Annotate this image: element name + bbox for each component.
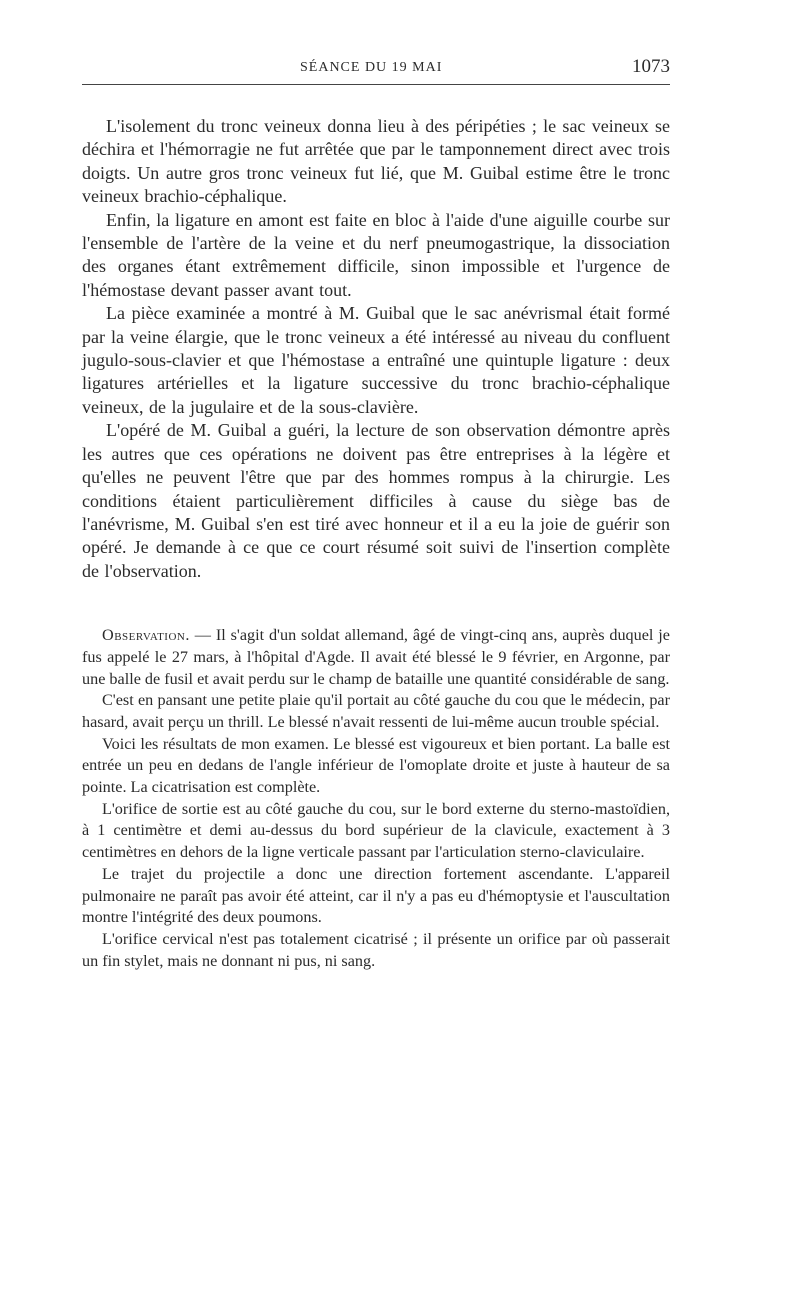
observation-paragraph: C'est en pansant une petite plaie qu'il portait au côté gauche du cou que le médecin, par hasard, avait perçu un thrill. Le blessé n'avait ressenti de lui-même aucun trouble spécial. xyxy=(82,691,670,731)
observation-paragraph: L'orifice de sortie est au côté gauche du cou, sur le bord externe du sterno-mastoïdien, à 1 centimètre et demi au-dessus du bord supérieur de la clavicule, exactement à 3 centimètres en dehors de la ligne verticale passant par l'articulation sterno-claviculaire. xyxy=(82,799,670,862)
observation-paragraph xyxy=(82,625,670,690)
paragraph: La pièce examinée a montré à M. Guibal que le sac anévrismal était formé par la veine élargie, que le tronc veineux a été intéressé au niveau du confluent jugulo-sous-clavier et que l'hémostase a entraîné une quintuple ligature : deux ligatures artérielles et la ligature successive du tronc brachio-céphalique veineux, de la jugulaire et de la sous-clavière. xyxy=(82,303,670,417)
observation-paragraph: Voici les résultats de mon examen. Le blessé est vigoureux et bien portant. La balle est entrée un peu en dedans de l'angle inférieur de l'omoplate droite et juste à hauteur de sa pointe. La cicatrisation est complète. xyxy=(82,734,670,797)
main-text xyxy=(82,115,670,583)
paragraph: Enfin, la ligature en amont est faite en bloc à l'aide d'une aiguille courbe sur l'ensemble de l'artère de la veine et du nerf pneumogastrique, la dissociation des organes étant extrêmement difficile, sinon impossible et l'urgence de l'hémostase devant passer avant tout. xyxy=(82,209,670,300)
paragraph: L'isolement du tronc veineux donna lieu à des péripéties ; le sac veineux se déchira et l'hémorragie ne fut arrêtée que par le tamponnement direct avec trois doigts. Un autre gros tronc veineux fut lié, que M. Guibal estime être le tronc veineux brachio-céphalique. xyxy=(82,116,670,207)
page-number: 1073 xyxy=(632,56,670,77)
observation-paragraph: Le trajet du projectile a donc une direction fortement ascendante. L'appareil pulmonaire ne paraît pas avoir été atteint, car il n'y a pas eu d'hémoptysie et l'auscultation montre l'intégrité des deux poumons. xyxy=(82,864,670,927)
observation-paragraph: L'orifice cervical n'est pas totalement cicatrisé ; il présente un orifice par où passerait un fin stylet, mais ne donnant ni pus, ni sang. xyxy=(82,929,670,970)
paragraph: L'opéré de M. Guibal a guéri, la lecture de son observation démontre après les autres que ces opérations ne doivent pas être entreprises à la légère et qu'elles ne peuvent l'être que par des hommes rompus à la chirurgie. Les conditions étaient particulièrement difficiles à cause du siège bas de l'anévrisme, M. Guibal s'en est tiré avec honneur et il a eu la joie de guérir son opéré. Je demande à ce que ce court résumé soit suivi de l'insertion complète de l'observation. xyxy=(82,420,670,581)
running-title: SÉANCE DU 19 MAI xyxy=(300,60,443,75)
observation-text: — Il s'agit d'un soldat allemand, âgé de vingt-cinq ans, auprès duquel je fus appelé le 27 mars, à l'hôpital d'Agde. Il avait été blessé le 9 février, en Argonne, par une balle de fusil et avait perdu sur le champ de bataille une quantité considérable de sang. xyxy=(82,626,670,688)
observation-lead-in: Observation. xyxy=(102,626,190,645)
observation-section xyxy=(82,625,670,972)
running-header xyxy=(82,56,670,85)
page xyxy=(82,56,670,972)
